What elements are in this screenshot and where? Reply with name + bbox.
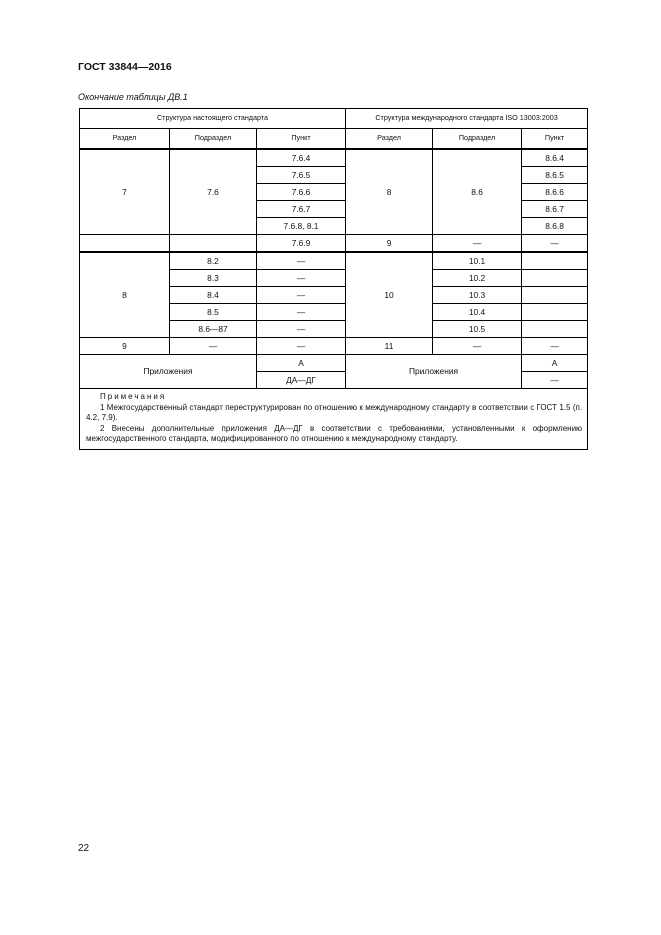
- table-cell: 8.6.4: [522, 149, 588, 167]
- table-cell: 11: [346, 338, 433, 355]
- table-cell: А: [522, 355, 588, 372]
- group-header-left: Структура настоящего стандарта: [80, 109, 346, 129]
- table-cell: 8: [80, 252, 170, 338]
- table-cell: 8.4: [170, 287, 257, 304]
- table-row: [80, 252, 588, 270]
- table-cell: 8.6: [433, 149, 522, 235]
- note-1: 1 Межгосударственный стандарт переструктурирован по отношению к международному стандарту в соответствии с ГОСТ 1.5 (п. 4.2, 7.9).: [86, 402, 583, 423]
- note-2: 2 Внесены дополнительные приложения ДА—ДГ в соответствии с требованиями, установленными к оформлению межгосударственного стандарта, модифицированного по отношению к международному стандарту.: [86, 423, 583, 444]
- table-cell: 7.6.8, 8.1: [257, 218, 346, 235]
- table-cell: 7.6.4: [257, 149, 346, 167]
- table-cell: 10.1: [433, 252, 522, 270]
- table-cell: [522, 252, 588, 270]
- table-cell: —: [257, 270, 346, 287]
- table-cell: 8.6—87: [170, 321, 257, 338]
- table-cell: —: [522, 338, 588, 355]
- table-caption: Окончание таблицы ДВ.1: [78, 92, 188, 102]
- table-cell: [522, 270, 588, 287]
- table-cell: 8.6.8: [522, 218, 588, 235]
- table-cell: ДА—ДГ: [257, 372, 346, 389]
- table-cell: [80, 235, 170, 253]
- table-cell: —: [257, 338, 346, 355]
- notes-row: [80, 389, 588, 450]
- col-header-section-left: Раздел: [80, 129, 170, 150]
- table-cell: 7.6.6: [257, 184, 346, 201]
- col-header-subsection-right: Подраздел: [433, 129, 522, 150]
- table-cell: 10: [346, 252, 433, 338]
- col-header-item-right: Пункт: [522, 129, 588, 150]
- table-cell: 7.6.5: [257, 167, 346, 184]
- table-cell: —: [257, 252, 346, 270]
- table-cell: 10.5: [433, 321, 522, 338]
- table-cell: [522, 304, 588, 321]
- table-row: [80, 338, 588, 355]
- table-row: [80, 235, 588, 253]
- table-cell: 8.3: [170, 270, 257, 287]
- table-cell: —: [522, 372, 588, 389]
- appendix-row: [80, 355, 588, 372]
- table-cell: 10.3: [433, 287, 522, 304]
- col-header-item-left: Пункт: [257, 129, 346, 150]
- table-cell: 8.2: [170, 252, 257, 270]
- document-title: ГОСТ 33844—2016: [78, 61, 172, 73]
- table-cell: —: [433, 235, 522, 253]
- table-cell: А: [257, 355, 346, 372]
- table-cell: —: [257, 287, 346, 304]
- table-cell: 10.4: [433, 304, 522, 321]
- table-cell: [522, 287, 588, 304]
- page-number: 22: [78, 843, 90, 854]
- table-cell: 9: [346, 235, 433, 253]
- table-cell: 8.5: [170, 304, 257, 321]
- table-cell: 8: [346, 149, 433, 235]
- table-cell: 7.6.7: [257, 201, 346, 218]
- table-cell: —: [257, 321, 346, 338]
- appendix-label-left: Приложения: [80, 355, 257, 389]
- col-header-section-right: Раздел: [346, 129, 433, 150]
- table-cell: —: [257, 304, 346, 321]
- table-cell: 7.6: [170, 149, 257, 235]
- notes-title: Примечания: [100, 392, 167, 401]
- notes-cell: [80, 389, 588, 450]
- table-cell: 7.6.9: [257, 235, 346, 253]
- table-cell: —: [170, 338, 257, 355]
- table-cell: 8.6.6: [522, 184, 588, 201]
- table-cell: [522, 321, 588, 338]
- table-cell: [170, 235, 257, 253]
- table-cell: 8.6.7: [522, 201, 588, 218]
- table-cell: —: [522, 235, 588, 253]
- table-cell: 9: [80, 338, 170, 355]
- appendix-label-right: Приложения: [346, 355, 522, 389]
- group-header-row: [80, 109, 588, 129]
- correspondence-table: [79, 108, 588, 450]
- table-cell: —: [433, 338, 522, 355]
- table-cell: 10.2: [433, 270, 522, 287]
- table-cell: 7: [80, 149, 170, 235]
- column-header-row: [80, 129, 588, 150]
- table-cell: 8.6.5: [522, 167, 588, 184]
- col-header-subsection-left: Подраздел: [170, 129, 257, 150]
- group-header-right: Структура международного стандарта ISO 13003:2003: [346, 109, 588, 129]
- table-row: [80, 149, 588, 167]
